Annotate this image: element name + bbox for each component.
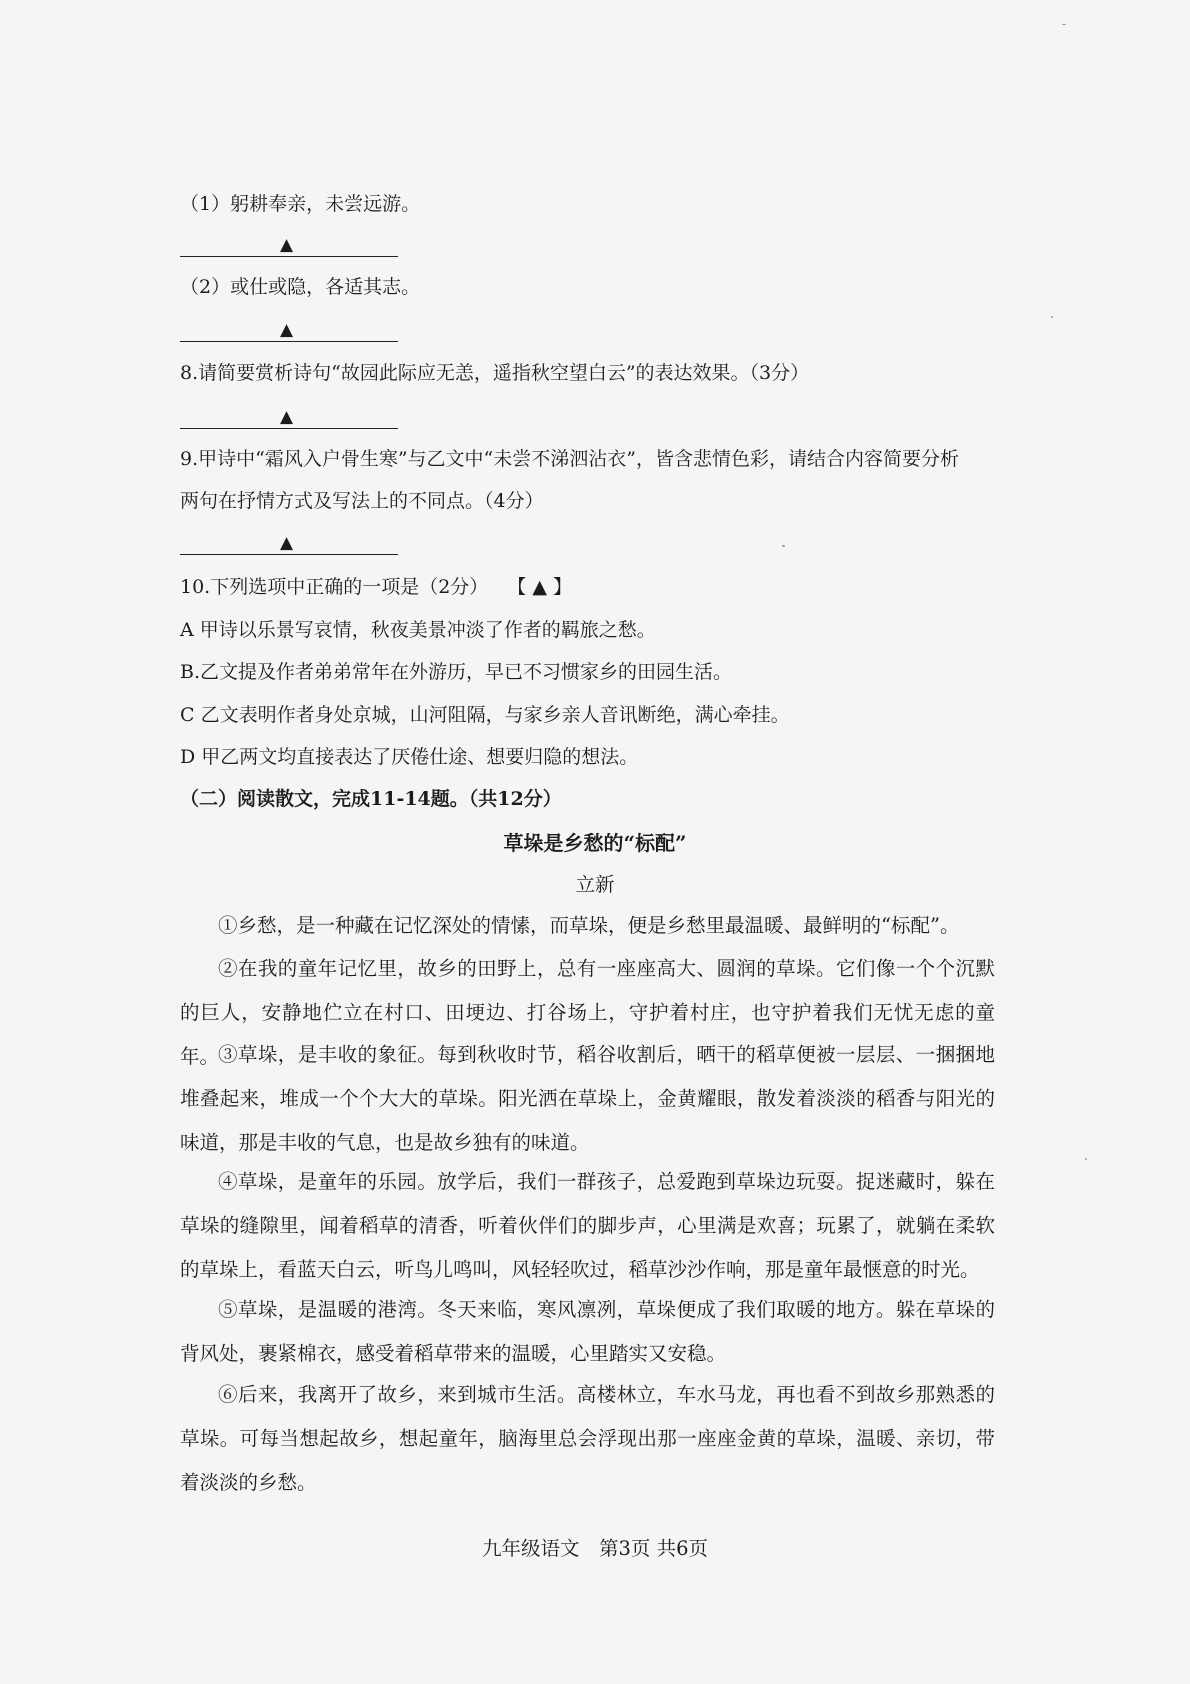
- scan-speck: [1085, 1158, 1087, 1160]
- question-10: 10.下列选项中正确的一项是（2分） 【 ▲ 】: [180, 576, 572, 598]
- option-c: C 乙文表明作者身处京城，山河阻隔，与家乡亲人音讯断绝，满心牵挂。: [180, 704, 790, 726]
- question-7-1: （1）躬耕奉亲，未尝远游。: [180, 193, 421, 215]
- essay-paragraph-3: ③草垛，是丰收的象征。每到秋收时节，稻谷收割后，晒干的稻草便被一层层、一捆捆地堆叠起来，堆成一个个大大的草垛。阳光洒在草垛上，金黄耀眼，散发着淡淡的稻香与阳光的味道，那是丰收的气息，也是故乡独有的味道。: [180, 1043, 995, 1154]
- essay-title: 草垛是乡愁的“标配”: [503, 831, 687, 855]
- answer-line-7-2[interactable]: [180, 317, 398, 342]
- essay-paragraph-2: ②在我的童年记忆里，故乡的田野上，总有一座座高大、圆润的草垛。它们像一个个沉默的巨人，安静地伫立在村口、田埂边、打谷场上，守护着村庄，也守护着我们无忧无虑的童年。: [180, 957, 995, 1068]
- option-d: D 甲乙两文均直接表达了厌倦仕途、想要归隐的想法。: [180, 746, 639, 768]
- scan-speck: [782, 545, 785, 547]
- essay-paragraph-5: ⑤草垛，是温暖的港湾。冬天来临，寒风凛冽，草垛便成了我们取暖的地方。躲在草垛的背风处，裹紧棉衣，感受着稻草带来的温暖，心里踏实又安稳。: [180, 1298, 995, 1365]
- triangle-icon: ▲: [280, 320, 294, 340]
- question-9-line-1: 9.甲诗中“霜风入户骨生寒”与乙文中“未尝不涕泗沾衣”，皆含悲情色彩，请结合内容简要分析: [180, 448, 959, 470]
- triangle-icon: ▲: [280, 407, 294, 427]
- essay-paragraph-6: ⑥后来，我离开了故乡，来到城市生活。高楼林立，车水马龙，再也看不到故乡那熟悉的草垛。可每当想起故乡，想起童年，脑海里总会浮现出那一座座金黄的草垛，温暖、亲切，带着淡淡的乡愁。: [180, 1383, 995, 1494]
- answer-line-7-1[interactable]: [180, 232, 398, 257]
- question-8: 8.请简要赏析诗句“故园此际应无恙，遥指秋空望白云”的表达效果。（3分）: [180, 362, 810, 384]
- answer-line-8[interactable]: [180, 404, 398, 429]
- scan-speck: [1062, 24, 1066, 25]
- page-footer: 九年级语文 第3页 共6页: [481, 1537, 708, 1560]
- question-7-2: （2）或仕或隐，各适其志。: [180, 276, 421, 298]
- essay-author: 立新: [575, 873, 615, 896]
- essay-paragraph-4: ④草垛，是童年的乐园。放学后，我们一群孩子，总爱跑到草垛边玩耍。捉迷藏时，躲在草垛的缝隙里，闻着稻草的清香，听着伙伴们的脚步声，心里满是欢喜；玩累了，就躺在柔软的草垛上，看蓝天白云，听鸟儿鸣叫，风轻轻吹过，稻草沙沙作响，那是童年最惬意的时光。: [180, 1170, 995, 1281]
- section-2-heading: （二）阅读散文，完成11-14题。（共12分）: [180, 788, 562, 810]
- triangle-icon: ▲: [280, 533, 294, 553]
- essay-paragraph-1: ①乡愁，是一种藏在记忆深处的情愫，而草垛，便是乡愁里最温暖、最鲜明的“标配”。: [218, 914, 960, 937]
- triangle-icon: ▲: [280, 235, 294, 255]
- question-9-line-2: 两句在抒情方式及写法上的不同点。（4分）: [180, 490, 544, 512]
- scan-speck: [1051, 316, 1053, 318]
- option-b: B.乙文提及作者弟弟常年在外游历，早已不习惯家乡的田园生活。: [180, 661, 733, 683]
- answer-line-9[interactable]: [180, 530, 398, 555]
- option-a: A 甲诗以乐景写哀情，秋夜美景冲淡了作者的羁旅之愁。: [180, 619, 656, 641]
